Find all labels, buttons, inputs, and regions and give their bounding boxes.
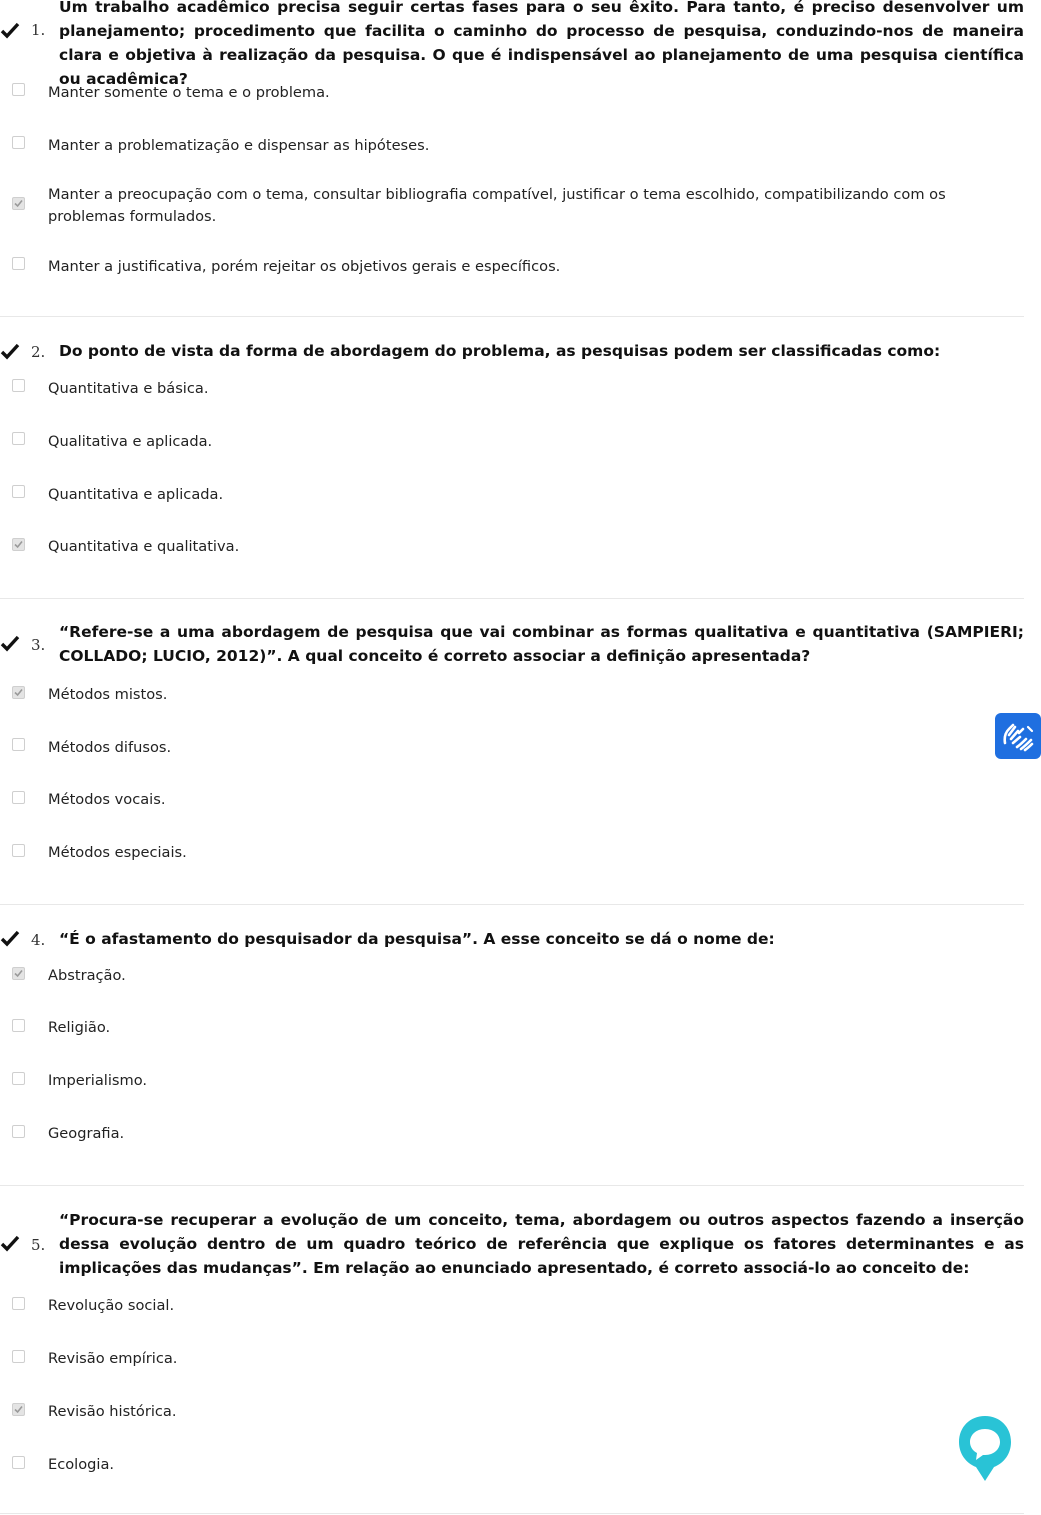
option-checkbox[interactable]: [12, 485, 25, 498]
option-checkbox[interactable]: [12, 1350, 25, 1363]
option-checkbox[interactable]: [12, 1125, 25, 1138]
checkbox-check-icon: [14, 540, 23, 549]
checkbox-check-icon: [14, 969, 23, 978]
question-text: Do ponto de vista da forma de abordagem do problema, as pesquisas podem ser classificadas como:: [59, 342, 941, 360]
question-text: “É o afastamento do pesquisador da pesquisa”. A esse conceito se dá o nome de:: [59, 930, 775, 948]
option-text: Métodos mistos.: [48, 686, 168, 703]
option-text: Ecologia.: [48, 1456, 115, 1473]
option-checkbox[interactable]: [12, 83, 25, 96]
option-text: Abstração.: [48, 967, 126, 984]
divider: [0, 598, 1024, 599]
option-text: Manter a justificativa, porém rejeitar os objetivos gerais e específicos.: [48, 258, 561, 275]
option-checkbox[interactable]: [12, 844, 25, 857]
question-number: 4.: [31, 931, 46, 949]
option-checkbox-checked[interactable]: [12, 197, 25, 210]
option-text: Quantitativa e aplicada.: [48, 486, 224, 503]
option-checkbox-checked[interactable]: [12, 686, 25, 699]
checkbox-check-icon: [14, 199, 23, 208]
option-checkbox[interactable]: [12, 136, 25, 149]
option-checkbox[interactable]: [12, 791, 25, 804]
option-text: Métodos vocais.: [48, 791, 166, 808]
option-text: Manter a problematização e dispensar as hipóteses.: [48, 137, 430, 154]
option-checkbox[interactable]: [12, 738, 25, 751]
checkbox-check-icon: [14, 1405, 23, 1414]
check-mark-icon: [0, 633, 20, 653]
chat-button[interactable]: [958, 1415, 1012, 1483]
question-number: 1.: [31, 21, 46, 39]
option-text: Manter a preocupação com o tema, consultar bibliografia compatível, justificar o tema escolhido, compatibilizando com os problemas formulados.: [48, 186, 946, 225]
option-text: Imperialismo.: [48, 1072, 147, 1089]
question-number: 5.: [31, 1236, 46, 1254]
option-checkbox[interactable]: [12, 1019, 25, 1032]
option-text: Revisão histórica.: [48, 1403, 177, 1420]
option-text: Geografia.: [48, 1125, 125, 1142]
option-text: Revisão empírica.: [48, 1350, 178, 1367]
option-text: Métodos difusos.: [48, 739, 172, 756]
check-mark-icon: [0, 928, 20, 948]
option-text: Quantitativa e qualitativa.: [48, 538, 240, 555]
option-text: Revolução social.: [48, 1297, 175, 1314]
check-mark-icon: [0, 341, 20, 361]
divider: [0, 316, 1024, 317]
sign-language-hands-icon: [995, 713, 1041, 759]
divider: [0, 1185, 1024, 1186]
option-checkbox-checked[interactable]: [12, 1403, 25, 1416]
option-text: Quantitativa e básica.: [48, 380, 209, 397]
option-checkbox[interactable]: [12, 257, 25, 270]
question-number: 3.: [31, 636, 46, 654]
check-mark-icon: [0, 1233, 20, 1253]
question-text: “Refere-se a uma abordagem de pesquisa que vai combinar as formas qualitativa e quantitativa (SAMPIERI; COLLADO; LUCIO, 2012)”. A qual conceito é correto associar a definição apresentada?: [59, 623, 1024, 665]
check-mark-icon: [0, 20, 20, 40]
option-text: Religião.: [48, 1019, 111, 1036]
divider: [0, 904, 1024, 905]
chat-bubble-icon: [958, 1415, 1012, 1483]
option-checkbox-checked[interactable]: [12, 967, 25, 980]
option-checkbox[interactable]: [12, 1297, 25, 1310]
option-text: Qualitativa e aplicada.: [48, 433, 213, 450]
question-text: Um trabalho acadêmico precisa seguir certas fases para o seu êxito. Para tanto, é preciso desenvolver um planejamento; procedimento que facilita o caminho do processo de pesquisa, conduzindo-nos de maneira clara e objetiva à realização da pesquisa. O que é indispensável ao planejamento de uma pesquisa científica ou acadêmica?: [59, 0, 1024, 88]
question-number: 2.: [31, 343, 46, 361]
option-checkbox[interactable]: [12, 1456, 25, 1469]
checkbox-check-icon: [14, 688, 23, 697]
option-text: Manter somente o tema e o problema.: [48, 84, 330, 101]
option-checkbox[interactable]: [12, 379, 25, 392]
divider: [0, 1513, 1024, 1514]
option-checkbox[interactable]: [12, 1072, 25, 1085]
accessibility-widget-button[interactable]: [995, 713, 1041, 759]
option-checkbox-checked[interactable]: [12, 538, 25, 551]
question-text: “Procura-se recuperar a evolução de um conceito, tema, abordagem ou outros aspectos fazendo a inserção dessa evolução dentro de um quadro teórico de referência que explique os fatores determinantes e as implicações das mudanças”. Em relação ao enunciado apresentado, é correto associá-lo ao conceito de:: [59, 1211, 1024, 1277]
option-text: Métodos especiais.: [48, 844, 187, 861]
option-checkbox[interactable]: [12, 432, 25, 445]
